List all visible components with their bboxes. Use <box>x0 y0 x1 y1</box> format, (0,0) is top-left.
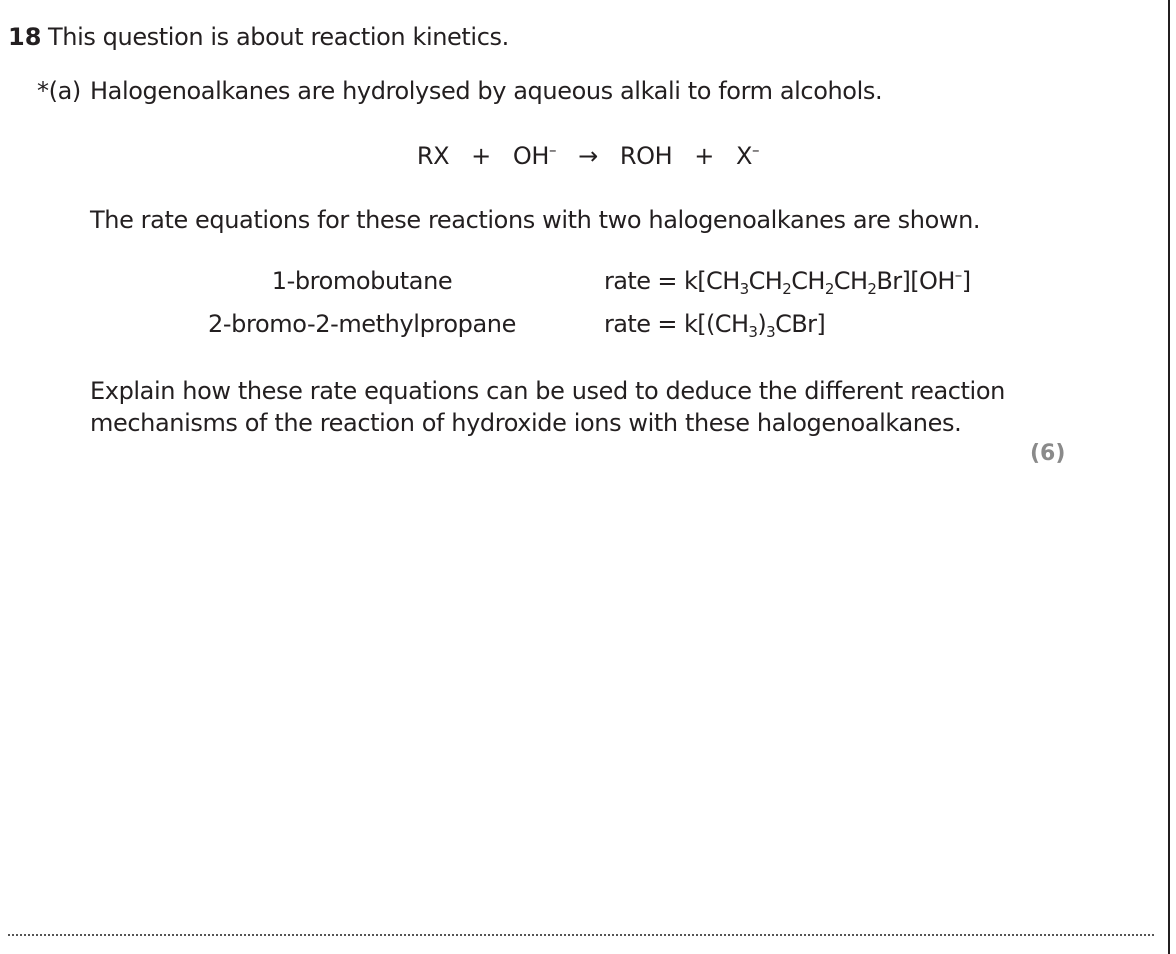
question-prompt: Explain how these rate equations can be used to deduce the different reaction mechanisms of the reaction of hydroxide ions with these halogenoalkanes. <box>90 377 1005 437</box>
question-number: 18 <box>8 23 42 51</box>
answer-line[interactable] <box>8 934 1154 936</box>
hydroxide-charge: – <box>549 141 557 159</box>
part-label: *(a) <box>37 77 81 105</box>
marks-allocation: (6) <box>1030 441 1066 466</box>
equation-reactant-oh: OH– <box>512 141 557 170</box>
equation-plus: + <box>471 142 491 170</box>
equation-product-roh: ROH <box>619 142 673 170</box>
equation-plus: + <box>694 142 714 170</box>
compound-name-1-bromobutane: 1-bromobutane <box>271 267 453 295</box>
equation-reactant-rx: RX <box>416 142 450 170</box>
part-intro: Halogenoalkanes are hydrolysed by aqueous alkali to form alcohols. <box>90 77 883 105</box>
equation-arrow: → <box>578 142 598 170</box>
rate-equation-1-bromobutane: rate = $k[CH_3CH_2CH_2CH_2Br][OH^-]$ <box>604 266 971 298</box>
rate-equation-2-bromo-2-methylpropane: rate = $k[(CH_3)_3CBr]$ <box>604 310 826 341</box>
halide-charge: – <box>752 141 760 159</box>
hydrolysis-equation <box>0 141 1176 171</box>
equation-product-x: X– <box>736 141 760 170</box>
question-stem: This question is about reaction kinetics. <box>48 23 509 51</box>
rate-equations-intro: The rate equations for these reactions with two halogenoalkanes are shown. <box>90 206 981 234</box>
compound-name-2-bromo-2-methylpropane: 2-bromo-2-methylpropane <box>208 310 516 338</box>
